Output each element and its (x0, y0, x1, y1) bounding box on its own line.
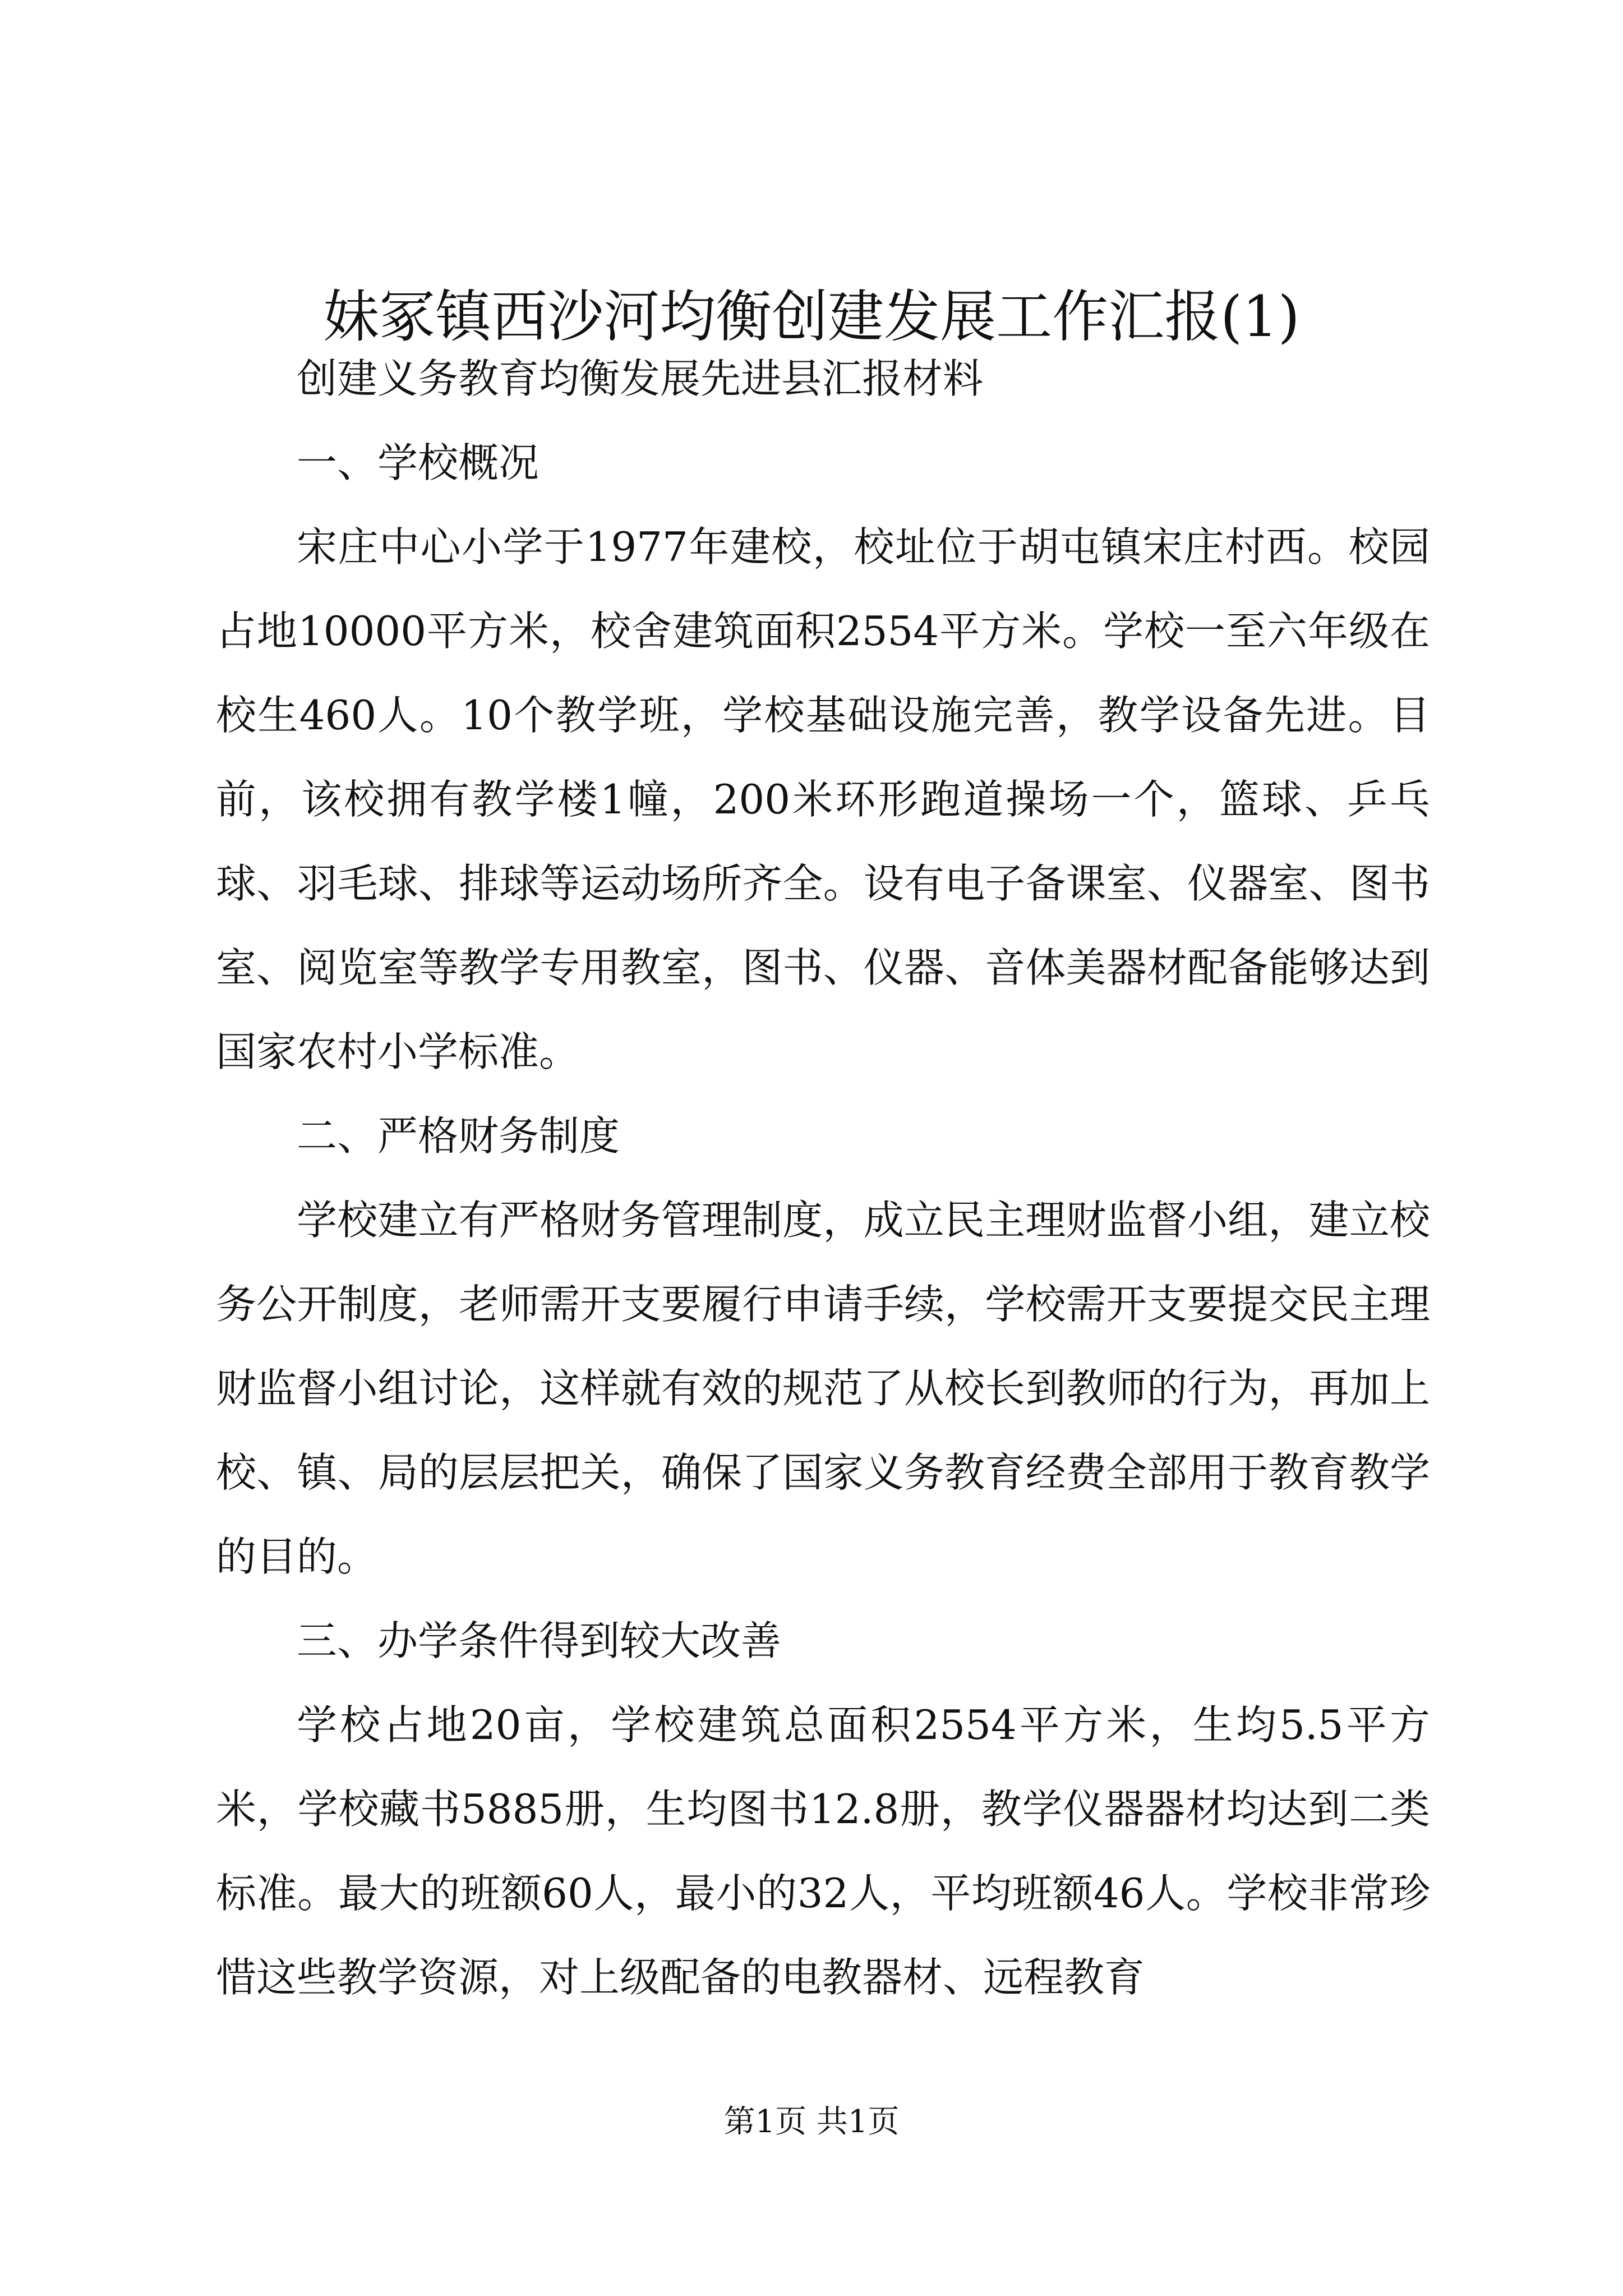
heading-finance-system: 二、严格财务制度 (297, 1112, 620, 1159)
document-body (216, 337, 1430, 2019)
paragraph-school-overview: 宋庄中心小学于1977年建校，校址位于胡屯镇宋庄村西。校园占地10000平方米，校舍建筑面积2554平方米。学校一至六年级在校生460人。10个教学班，学校基础设施完善，教学设备先进。目前，该校拥有教学楼1幢，200米环形跑道操场一个，篮球、乒乓球、羽毛球、排球等运动场所齐全。设有电子备课室、仪器室、图书室、阅览室等教学专用教室，图书、仪器、音体美器材配备能够达到国家农村小学标准。 (216, 523, 1430, 1075)
page-footer: 第1页 共1页 (723, 2104, 900, 2140)
paragraph-finance-system: 学校建立有严格财务管理制度，成立民主理财监督小组，建立校务公开制度，老师需开支要履行申请手续，学校需开支要提交民主理财监督小组讨论，这样就有效的规范了从校长到教师的行为，再加上校、镇、局的层层把关，确保了国家义务教育经费全部用于教育教学的目的。 (216, 1197, 1430, 1580)
document-title: 妹冢镇西沙河均衡创建发展工作汇报(1) (323, 284, 1300, 349)
heading-conditions-improved: 三、办学条件得到较大改善 (297, 1617, 782, 1664)
heading-school-overview: 一、学校概况 (297, 439, 540, 486)
paragraph-subtitle: 创建义务教育均衡发展先进县汇报材料 (297, 355, 984, 402)
paragraph-conditions-improved: 学校占地20亩，学校建筑总面积2554平方米，生均5.5平方米，学校藏书5885册，生均图书12.8册，教学仪器器材均达到二类标准。最大的班额60人，最小的32人，平均班额46人。学校非常珍惜这些教学资源，对上级配备的电教器材、远程教育 (216, 1701, 1430, 2001)
